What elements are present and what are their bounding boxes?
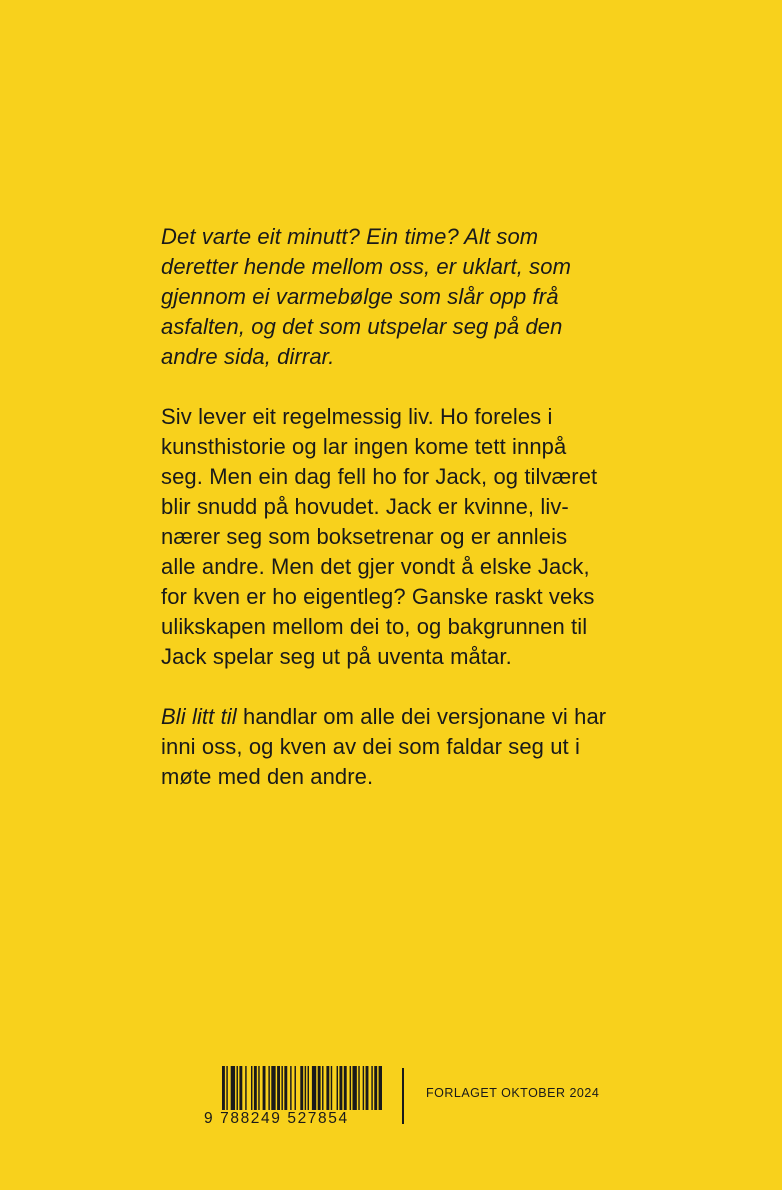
synopsis-line: seg. Men ein dag fell ho for Jack, og tilværet [161,464,598,489]
barcode-bar [295,1066,296,1110]
barcode-bar [363,1066,364,1110]
barcode-bar [271,1066,275,1110]
closing-line [161,702,661,732]
barcode-bar [322,1066,323,1110]
synopsis-line: kunsthistorie og lar ingen kome tett innpå [161,434,567,459]
barcode-bar [371,1066,372,1110]
synopsis-line: nærer seg som boksetrenar og er annleis [161,524,568,549]
barcode-bar [251,1066,252,1110]
synopsis-line: Siv lever eit regelmessig liv. Ho foreles i [161,404,553,429]
barcode-bar [231,1066,235,1110]
barcode-bar [344,1066,347,1110]
barcode-bar [239,1066,242,1110]
barcode-bar [305,1066,306,1110]
excerpt-line: Det varte eit minutt? Ein time? Alt som [161,224,539,249]
closing-line-rest: handlar om alle dei versjonane vi har [236,704,607,729]
footer-divider [402,1068,404,1124]
barcode-bar [326,1066,329,1110]
barcode-bar [277,1066,280,1110]
barcode-bar [222,1066,225,1110]
barcode-bar [318,1066,321,1110]
barcode-bars [200,1066,382,1110]
barcode-bar [281,1066,282,1110]
publisher-imprint: FORLAGET OKTOBER 2024 [426,1086,600,1100]
barcode-bar [263,1066,266,1110]
barcode-bar [290,1066,291,1110]
barcode-bar [300,1066,303,1110]
excerpt-quote [161,222,661,372]
barcode-bar [379,1066,382,1110]
barcode-bar [258,1066,259,1110]
barcode-bar [226,1066,227,1110]
back-cover-text [161,222,661,792]
closing-line: møte med den andre. [161,764,374,789]
barcode-bar [374,1066,377,1110]
synopsis [161,402,661,672]
isbn-number: 9 788249 527854 [204,1110,349,1127]
synopsis-line: Jack spelar seg ut på uventa måtar. [161,644,512,669]
barcode-bar [353,1066,357,1110]
synopsis-line: ulikskapen mellom dei to, og bakgrunnen til [161,614,588,639]
barcode-bar [358,1066,359,1110]
barcode-bar [308,1066,309,1110]
closing-paragraph [161,702,661,792]
footer [200,1066,660,1136]
excerpt-line: andre sida, dirrar. [161,344,335,369]
barcode-bar [254,1066,257,1110]
closing-line: inni oss, og kven av dei som faldar seg ut i [161,734,580,759]
barcode-bar [331,1066,332,1110]
barcode-bar [312,1066,316,1110]
barcode-bar [284,1066,287,1110]
book-title: Bli litt til [161,704,237,729]
barcode-bar [268,1066,269,1110]
excerpt-line: asfalten, og det som utspelar seg på den [161,314,563,339]
barcode-bar [237,1066,238,1110]
barcode-bar [350,1066,351,1110]
barcode-bar [245,1066,246,1110]
excerpt-line: gjennom ei varmebølge som slår opp frå [161,284,559,309]
synopsis-line: for kven er ho eigentleg? Ganske raskt veks [161,584,595,609]
synopsis-line: blir snudd på hovudet. Jack er kvinne, liv- [161,494,569,519]
barcode-bar [337,1066,338,1110]
synopsis-line: alle andre. Men det gjer vondt å elske Jack, [161,554,590,579]
barcode-bar [366,1066,369,1110]
barcode-bar [339,1066,342,1110]
excerpt-line: deretter hende mellom oss, er uklart, som [161,254,572,279]
